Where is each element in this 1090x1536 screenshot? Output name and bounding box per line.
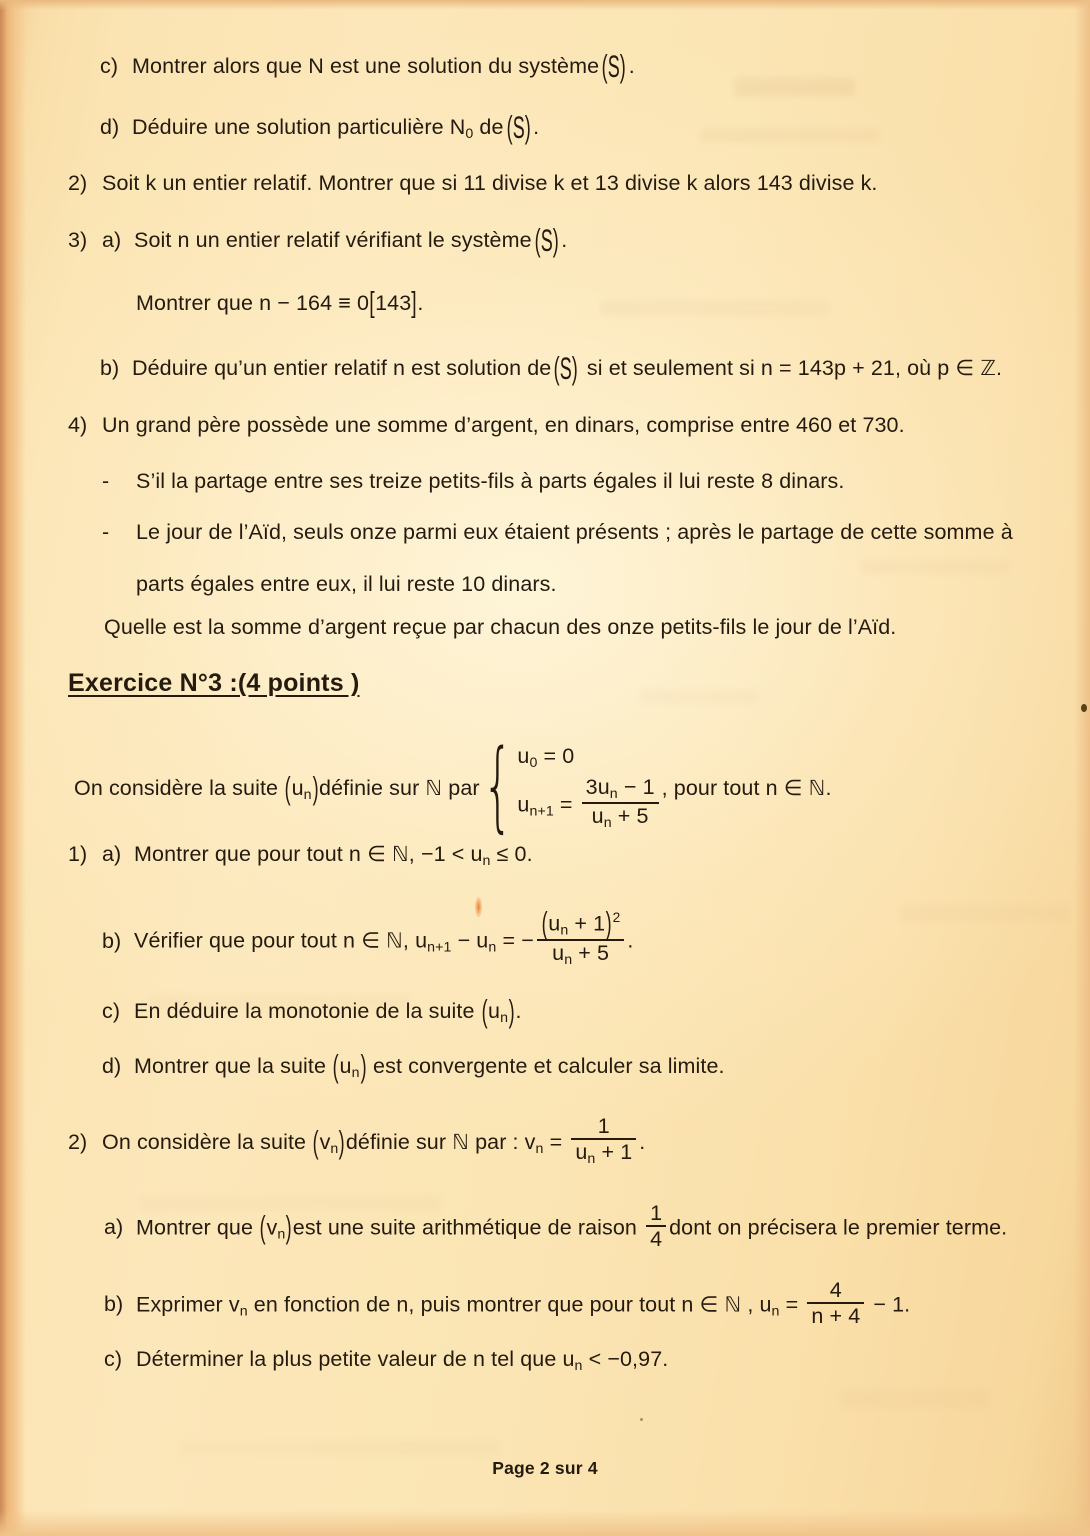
item-text: Quelle est la somme d’argent reçue par chacun des onze petits-fils le jour de l’Aïd. — [104, 615, 897, 639]
item-4 — [68, 414, 905, 438]
u0-sub: 0 — [529, 754, 538, 771]
seq-u: u — [291, 775, 304, 800]
period: . — [639, 1130, 646, 1155]
equals: = — [543, 1130, 569, 1155]
expr-143p21: 143p + 21 — [797, 356, 895, 381]
un-sub: n — [771, 1303, 780, 1320]
num-part-b: − 1 — [617, 775, 655, 800]
item-text: Montrer alors que N est une solution du système — [132, 54, 600, 79]
item-2 — [68, 172, 878, 196]
seq-subscript: n — [351, 1065, 360, 1082]
item-text: En déduire la monotonie de la suite — [134, 999, 481, 1024]
system-row-2 — [517, 775, 661, 834]
period: . — [662, 1347, 669, 1371]
set-N: ℕ — [724, 1292, 742, 1317]
fraction-numerator: 1 — [650, 1200, 663, 1225]
paren-S: (S) — [553, 350, 579, 387]
item-marker: c) — [102, 999, 121, 1024]
item-text-mid: de — [473, 115, 504, 140]
seq-subscript: n — [303, 786, 312, 803]
dash-marker: - — [102, 520, 110, 544]
num-sub: n — [609, 786, 618, 803]
den-part-a: u — [591, 804, 604, 829]
item-marker: c) — [100, 54, 119, 79]
un-formula-fraction — [807, 1279, 864, 1328]
item-text: Soit n un entier relatif vérifiant le système — [134, 228, 532, 253]
item-marker: b) — [104, 1292, 124, 1317]
equiv-sign: ≡ — [332, 291, 357, 315]
fraction-denominator — [571, 1138, 636, 1168]
item-marker: a) — [104, 1215, 124, 1240]
system-rows — [517, 744, 661, 834]
item-2c — [100, 48, 635, 85]
lhs-sub-1: n+1 — [427, 939, 452, 956]
bracket-open: [ — [369, 286, 375, 320]
vn-sub: n — [535, 1141, 544, 1158]
set-Z: ℤ — [980, 356, 996, 381]
paren-S: (S) — [506, 109, 531, 146]
seq-v: v — [319, 1130, 331, 1155]
equals: = — [496, 928, 522, 953]
item-4-bullet-2-cont — [136, 573, 557, 597]
den-u: u — [552, 940, 565, 965]
item-text: Déterminer la plus petite valeur de n tel que u — [136, 1347, 575, 1371]
fraction-numerator — [582, 776, 659, 802]
fraction-denominator — [582, 802, 659, 832]
den-sub: n — [564, 951, 573, 968]
period: . — [628, 54, 635, 79]
item-3-1b — [102, 905, 634, 971]
period: . — [627, 928, 634, 953]
seq-u: u — [488, 999, 501, 1024]
exercice-3-intro — [74, 729, 832, 844]
un1-eq: = — [553, 793, 579, 818]
paren-open: ( — [332, 1048, 339, 1085]
item-submarker: a) — [102, 842, 122, 866]
seq-subscript: n — [277, 1226, 286, 1243]
page-footer: Page 2 sur 4 — [492, 1458, 598, 1478]
item-marker: d) — [100, 115, 120, 140]
period: . — [995, 356, 1003, 381]
value-0: 0 — [356, 291, 369, 315]
item-4-bullet-1 — [102, 470, 844, 494]
period: . — [904, 1292, 911, 1317]
item-text-after: est convergente et calculer sa limite. — [366, 1054, 725, 1079]
item-marker: 1) — [68, 842, 88, 866]
fraction-denominator: n + 4 — [807, 1302, 864, 1328]
paren-close: ) — [286, 1209, 293, 1246]
item-3a — [68, 222, 568, 259]
intro-text-par: par — [442, 775, 480, 800]
item-text: Montrer que la suite — [134, 1054, 333, 1079]
item-text: Déduire qu’un entier relatif n est solution de — [132, 356, 552, 381]
member-symbol: ∈ — [783, 775, 809, 800]
lhs-u: u — [415, 928, 428, 953]
item-text: Exprimer v — [136, 1292, 240, 1317]
period: . — [515, 999, 522, 1024]
item-text-mid: si et seulement si n — [580, 356, 773, 381]
modulus-143: 143 — [375, 291, 412, 315]
item-submarker: a) — [102, 228, 122, 253]
set-N: ℕ — [425, 775, 443, 800]
period: . — [533, 115, 540, 140]
period: . — [825, 775, 832, 800]
congruence-text: Montrer que n — [136, 291, 272, 315]
item-3-2-intro — [68, 1113, 646, 1170]
set-N: ℕ — [452, 1130, 469, 1155]
item-text: Montrer que — [136, 1215, 260, 1240]
item-text-after: dont on précisera le premier terme. — [669, 1215, 1008, 1240]
un-sub: n — [482, 852, 491, 869]
fraction-numerator: 1 — [597, 1113, 610, 1138]
item-text-par: par : v — [469, 1130, 536, 1155]
item-text: Déduire une solution particulière N — [132, 115, 466, 140]
den-sub: n — [603, 815, 612, 832]
inequality-a: −1 < u — [420, 842, 483, 866]
den-sub: n — [587, 1151, 596, 1168]
item-3-1d — [102, 1048, 725, 1085]
paren-open: ( — [312, 1124, 319, 1161]
item-text-after: , où p — [894, 356, 956, 381]
item-text: On considère la suite — [102, 1130, 313, 1155]
item-marker: 3) — [68, 228, 88, 253]
intro-text-mid: définie sur — [319, 775, 426, 800]
item-text-mid: définie sur — [345, 1130, 453, 1155]
lhs-sub-2: n — [488, 939, 497, 956]
item-marker: b) — [100, 356, 120, 381]
item-text: S’il la partage entre ses treize petits-fils à parts égales il lui reste 8 dinars. — [136, 469, 845, 493]
item-marker: 4) — [68, 413, 88, 437]
paren-open: ( — [541, 905, 548, 942]
comma: , — [402, 928, 416, 953]
item-3-2b — [104, 1277, 911, 1330]
intro-text-after: , pour tout n — [661, 775, 784, 800]
period: . — [526, 842, 533, 866]
item-3a-congruence — [136, 286, 424, 320]
num-u: u — [548, 911, 561, 936]
period: . — [417, 291, 424, 315]
lhs-minus: − u — [451, 928, 489, 953]
paren-close: ) — [312, 769, 319, 807]
set-N-2: ℕ — [808, 775, 826, 800]
period: . — [561, 228, 568, 253]
paren-S: (S) — [534, 222, 559, 259]
minus-one: − 1 — [867, 1292, 905, 1317]
system-row-1 — [517, 744, 661, 771]
item-marker: d) — [102, 1054, 122, 1079]
den-part-b: + 5 — [611, 804, 649, 829]
vn-sub: n — [239, 1303, 248, 1320]
den-part-b: + 1 — [595, 1140, 633, 1165]
paren-close: ) — [360, 1048, 367, 1085]
fraction-numerator: 4 — [829, 1277, 842, 1302]
seq-u: u — [339, 1054, 352, 1079]
fraction-denominator: 4 — [646, 1225, 666, 1251]
num-part-a: 3u — [585, 775, 610, 800]
equals: = — [779, 1292, 805, 1317]
seq-v: v — [266, 1215, 278, 1240]
item-marker: 2) — [68, 1130, 88, 1155]
paren-open: ( — [284, 769, 291, 807]
item-text: Vérifier que pour tout n — [134, 928, 362, 953]
member-symbol: ∈ — [955, 356, 981, 381]
u0: u — [517, 744, 530, 768]
intro-text: On considère la suite — [74, 775, 285, 800]
item-3-1c — [102, 993, 522, 1030]
inequality-b: ≤ 0 — [490, 842, 527, 866]
member-symbol: ∈ — [367, 842, 392, 866]
fraction-denominator — [537, 939, 625, 969]
item-text: Soit k un entier relatif. Montrer que si 11 divise k et 13 divise k alors 143 divise k. — [102, 171, 878, 195]
un-sub: n — [574, 1357, 583, 1374]
num-sub: n — [560, 922, 569, 939]
item-marker: b) — [102, 928, 122, 953]
exponent-2: 2 — [612, 909, 621, 925]
u0-eq: = 0 — [537, 744, 575, 768]
comma: , — [408, 842, 421, 866]
comma-u: , u — [741, 1292, 772, 1317]
item-text-mid: en fonction de n, puis montrer que pour tout n — [247, 1292, 700, 1317]
item-3-2c — [104, 1348, 668, 1375]
item-text: Le jour de l’Aïd, seuls onze parmi eux étaient présents ; après le partage de cette somme à — [136, 520, 1013, 544]
den-u: u — [575, 1140, 588, 1165]
item-text: Un grand père possède une somme d’argent, en dinars, comprise entre 460 et 730. — [102, 413, 905, 437]
set-N: ℕ — [391, 842, 409, 866]
item-4-question — [104, 616, 896, 640]
seq-subscript: n — [330, 1141, 339, 1158]
paren-open: ( — [259, 1209, 266, 1246]
item-3-2a — [104, 1200, 1008, 1253]
un1-sub: n+1 — [529, 803, 554, 820]
item-text: Montrer que pour tout n — [134, 842, 368, 866]
equals: = — [772, 356, 798, 381]
paren-open: ( — [481, 993, 488, 1030]
dash-marker: - — [102, 469, 110, 493]
num-part-b: + 1 — [568, 911, 606, 936]
inequality: < −0,97 — [582, 1347, 663, 1371]
member-symbol: ∈ — [361, 928, 387, 953]
item-text: parts égales entre eux, il lui reste 10 dinars. — [136, 572, 557, 596]
set-N: ℕ — [386, 928, 403, 953]
paren-S: (S) — [601, 48, 627, 85]
un1: u — [517, 793, 530, 818]
item-marker: c) — [104, 1347, 123, 1371]
item-text-mid: est une suite arithmétique de raison — [292, 1215, 644, 1240]
seq-subscript: n — [500, 1010, 509, 1027]
item-marker: 2) — [68, 171, 88, 195]
den-part-b: + 5 — [572, 940, 610, 965]
item-4-bullet-2 — [102, 521, 1013, 545]
member-symbol: ∈ — [699, 1292, 725, 1317]
fraction-numerator — [537, 905, 625, 942]
exercice-3-title: Exercice N°3 :(4 points ) — [68, 669, 360, 697]
paren-close: ) — [339, 1124, 346, 1161]
system-of-equations: { $u_0 = 0$ $u_{n+1}$ = $\frac{3u_n - 1}{u_n + 5}$ — [480, 744, 662, 834]
item-2d — [100, 109, 540, 146]
subscript-zero: 0 — [465, 126, 474, 143]
paren-close: ) — [605, 905, 612, 942]
negative-sign: − — [521, 928, 534, 953]
item-3-1a — [68, 843, 533, 870]
difference-fraction — [537, 905, 625, 969]
ratio-fraction — [646, 1202, 666, 1251]
paren-close: ) — [508, 993, 515, 1030]
recurrence-fraction — [582, 776, 659, 832]
vn-definition-fraction — [571, 1115, 636, 1168]
item-3b — [100, 350, 1003, 387]
value-164: 164 — [295, 291, 333, 315]
bracket-close: ] — [411, 286, 418, 320]
minus-sign: − — [271, 291, 296, 315]
